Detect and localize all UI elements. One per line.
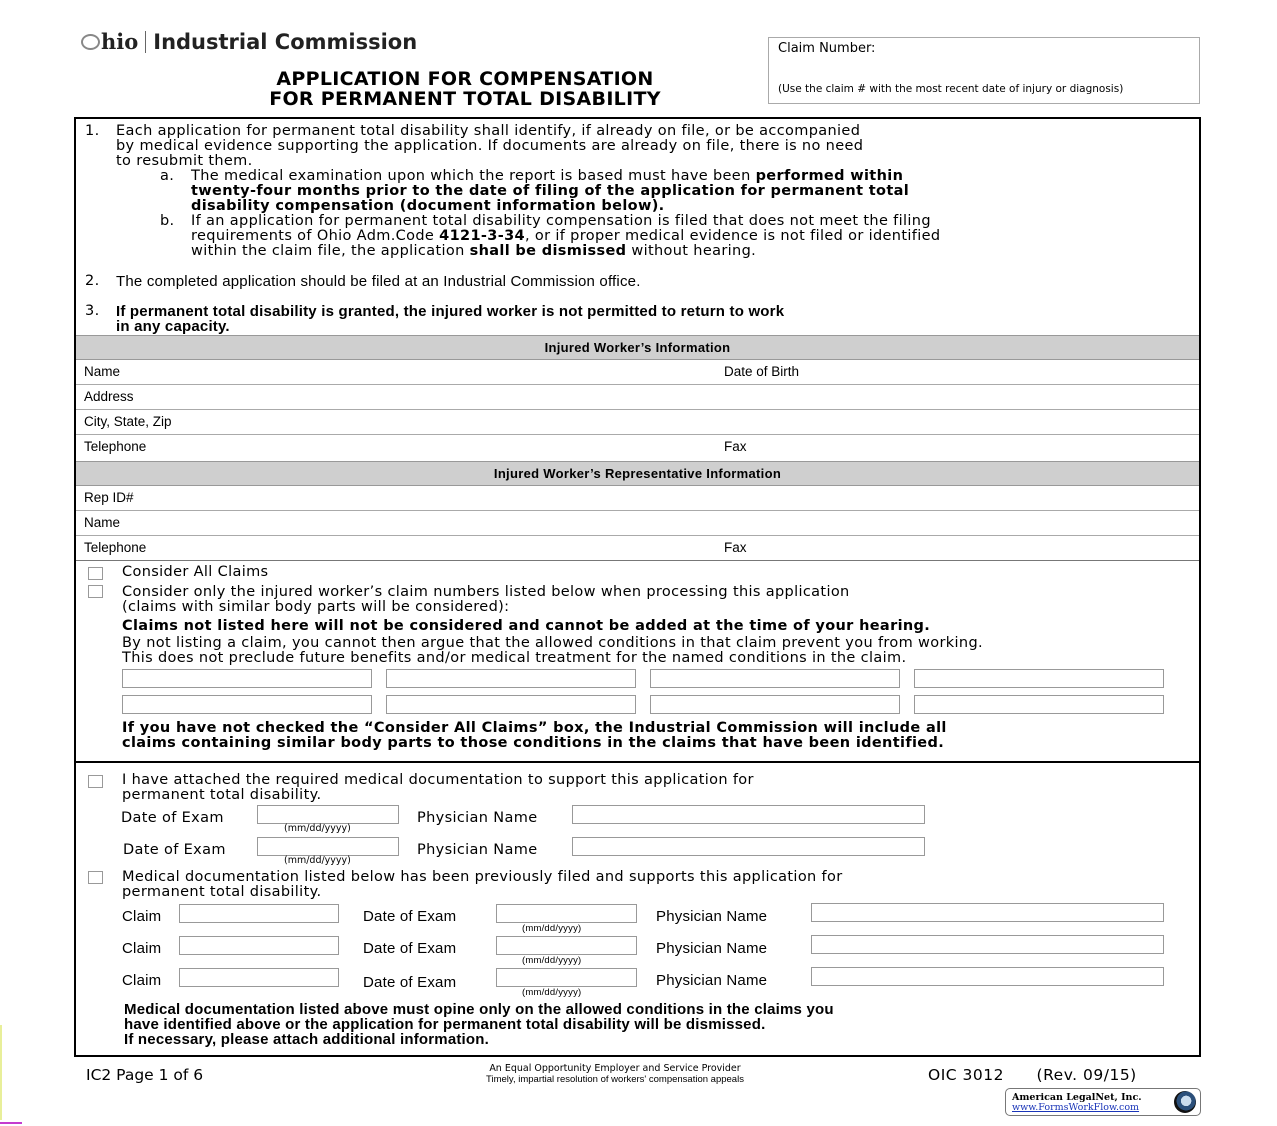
american-legalnet-badge[interactable]: American LegalNet, Inc. www.FormsWorkFlow.com: [1005, 1088, 1201, 1116]
section-header-rep-info: Injured Worker’s Representative Information: [76, 461, 1199, 486]
section-divider: [76, 761, 1199, 763]
claim-number-input-3[interactable]: [650, 669, 900, 688]
prev-physician-name-2[interactable]: [811, 935, 1164, 954]
ohio-o-circle-icon: [81, 34, 100, 50]
medical-attached-checkbox[interactable]: [88, 775, 103, 788]
instruction-3: If permanent total disability is granted, the injured worker is not permitted to return to work: [116, 303, 785, 320]
attached-date-of-exam-1[interactable]: [257, 805, 399, 824]
instruction-1b: If an application for permanent total disability compensation is filed that does not meet the filing: [191, 213, 931, 229]
page-number: IC2 Page 1 of 6: [86, 1066, 204, 1084]
formsworkflow-link[interactable]: www.FormsWorkFlow.com: [1012, 1102, 1140, 1113]
claim-number-input-7[interactable]: [650, 695, 900, 714]
attached-physician-name-2[interactable]: [572, 837, 925, 856]
consider-only-listed-checkbox[interactable]: [88, 585, 103, 598]
page-edge-marker-2: [0, 1122, 22, 1124]
form-title-line1: APPLICATION FOR COMPENSATION: [276, 68, 654, 90]
worker-city-row[interactable]: City, State, Zip: [76, 410, 1199, 435]
globe-logo-icon: [1174, 1091, 1196, 1113]
claim-number-label: Claim Number:: [778, 41, 876, 56]
claim-number-input-8[interactable]: [914, 695, 1164, 714]
claim-number-input-6[interactable]: [386, 695, 636, 714]
consider-all-note: If you have not checked the “Consider All Claims” box, the Industrial Commission will include all: [122, 720, 947, 736]
medical-previously-filed-checkbox[interactable]: [88, 871, 103, 884]
claim-number-input-5[interactable]: [122, 695, 372, 714]
prev-claim-1[interactable]: [179, 904, 339, 923]
ohio-ic-logo: hio Industrial Commission: [81, 29, 417, 54]
claim-number-input-4[interactable]: [914, 669, 1164, 688]
logo-divider: [145, 31, 146, 53]
rep-telephone-row[interactable]: Telephone Fax: [76, 536, 1199, 561]
rep-id-row[interactable]: Rep ID#: [76, 486, 1199, 511]
rep-name-row[interactable]: Name: [76, 511, 1199, 536]
prev-physician-name-3[interactable]: [811, 967, 1164, 986]
worker-telephone-row[interactable]: Telephone Fax: [84, 439, 747, 454]
section-header-worker-info: Injured Worker’s Information: [76, 335, 1199, 360]
prev-claim-2[interactable]: [179, 936, 339, 955]
instruction-1: Each application for permanent total disability shall identify, if already on file, or be accompanied: [116, 123, 861, 139]
page-edge-marker: [0, 1025, 2, 1120]
form-body: 1. Each application for permanent total disability shall identify, if already on file, or be accompanied by medical evidence supporting the application. If documents are already on file, there is no need to resubmit them. a. The medical examination upon which the report is based must have been performed within twenty-four months prior to the date of filing of the application for permanent total disability compensation (document information below). b. If an application for permanent total disability compensation is filed that does not meet the filing requirements of Ohio Adm.Code 4121-3-34, or if proper medical evidence is not filed or identified within the claim file, the application shall be dismissed without hearing. 2. The completed application should be filed at an Industrial Commission office. 3. If permanent total disability is granted, the injured worker is not permitted to return to work in any capacity. Injured Worker’s Information Name Date of Birth Address City, State, Zip Telephone Fax Injured Worker’s Representative Information Rep ID# Name Telephone Fax Consider All Claims Consider only the injured worker’s claim numbers listed below when processing this application (claims with similar body parts will be considered): Claims not listed here will not be considered and cannot be added at the time of your hearing. By not listing a claim, you cannot then argue that the allowed conditions in that claim prevent you from working. This does not preclude future benefits and/or medical treatment for the named conditions in the claim. If you have not checked the “Consider All Claims” box, the Industrial Commission will include all claims containing similar body parts to those conditions in the claims that have been identified. I have attached the required medical documentation to support this application for permanent total disability. Date of Exam (mm/dd/yyyy) Physician Name Date of Exam (mm/dd/yyyy) Physician Name Medical documentation listed below has been previously filed and supports this application for permanent total disability. Claim Date of Exam (mm/dd/yyyy) Physician Name Claim Date of Exam (mm/dd/yyyy) Physician Name Claim Date of Exam (mm/dd/yyyy) Physician Name Medical documentation listed above must opine only on the allowed conditions in the claims you have identified above or the application for permanent total disability will be dismissed. If necessary, please attach additional information.: [74, 117, 1201, 1057]
prev-date-of-exam-1[interactable]: [496, 904, 637, 923]
prev-claim-3[interactable]: [179, 968, 339, 987]
attached-date-of-exam-2[interactable]: [257, 837, 399, 856]
prev-date-of-exam-2[interactable]: [496, 936, 637, 955]
claim-number-input-1[interactable]: [122, 669, 372, 688]
claim-number-note: (Use the claim # with the most recent date of injury or diagnosis): [778, 83, 1124, 95]
worker-address-row[interactable]: Address: [76, 385, 1199, 410]
claims-warning: Claims not listed here will not be considered and cannot be added at the time of your hearing.: [122, 618, 931, 634]
instruction-1a: The medical examination upon which the report is based must have been performed within: [191, 168, 904, 184]
form-number: OIC 3012 (Rev. 09/15): [928, 1066, 1137, 1084]
worker-name-row[interactable]: Name Date of Birth: [76, 360, 1199, 385]
form-title-line2: FOR PERMANENT TOTAL DISABILITY: [269, 88, 661, 110]
prev-physician-name-1[interactable]: [811, 903, 1164, 922]
claim-number-input-2[interactable]: [386, 669, 636, 688]
consider-all-claims-checkbox[interactable]: [88, 567, 103, 580]
prev-date-of-exam-3[interactable]: [496, 968, 637, 987]
medical-final-note: Medical documentation listed above must opine only on the allowed conditions in the claims you: [124, 1001, 834, 1018]
eeo-statement: An Equal Opportunity Employer and Service Provider Timely, impartial resolution of workers' compensation appeals: [486, 1063, 744, 1085]
attached-physician-name-1[interactable]: [572, 805, 925, 824]
claim-number-field[interactable]: [768, 37, 1200, 104]
instruction-2: The completed application should be filed at an Industrial Commission office.: [116, 273, 641, 290]
